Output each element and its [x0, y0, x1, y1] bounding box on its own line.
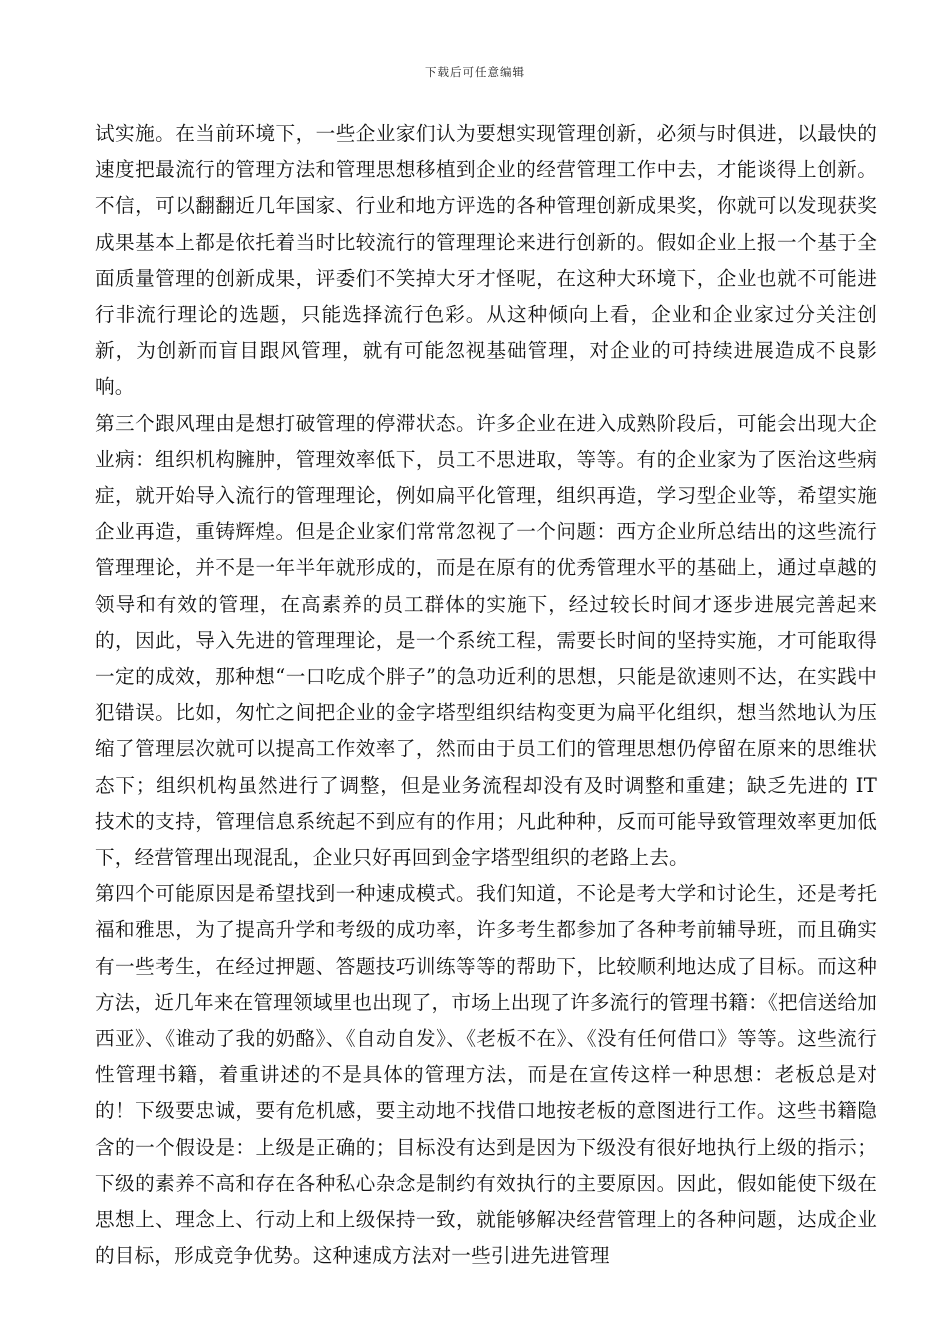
page-header: 下载后可任意编辑: [425, 65, 525, 79]
document-body: [95, 116, 877, 1275]
body-paragraph: 试实施。在当前环境下，一些企业家们认为要想实现管理创新，必须与时俱进，以最快的速度把最流行的管理方法和管理思想移植到企业的经营管理工作中去，才能谈得上创新。不信，可以翻翻近几年国家、行业和地方评选的各种管理创新成果奖，你就可以发现获奖成果基本上都是依托着当时比较流行的管理理论来进行创新的。假如企业上报一个基于全面质量管理的创新成果，评委们不笑掉大牙才怪呢，在这种大环境下，企业也就不可能进行非流行理论的选题，只能选择流行色彩。从这种倾向上看，企业和企业家过分关注创新，为创新而盲目跟风管理，就有可能忽视基础管理，对企业的可持续进展造成不良影响。: [95, 122, 877, 399]
body-paragraph: 第四个可能原因是希望找到一种速成模式。我们知道，不论是考大学和讨论生，还是考托福和雅思，为了提高升学和考级的成功率，许多考生都参加了各种考前辅导班，而且确实有一些考生，在经过押题、答题技巧训练等等的帮助下，比较顺利地达成了目标。而这种方法，近几年来在管理领域里也出现了，市场上出现了许多流行的管理书籍：《把信送给加西亚》、《谁动了我的奶酪》、《自动自发》、《老板不在》、《没有任何借口》等等。这些流行性管理书籍，着重讲述的不是具体的管理方法，而是在宣传这样一种思想：老板总是对的！下级要忠诚，要有危机感，要主动地不找借口地按老板的意图进行工作。这些书籍隐含的一个假设是：上级是正确的；目标没有达到是因为下级没有很好地执行上级的指示；下级的素养不高和存在各种私心杂念是制约有效执行的主要原因。因此，假如能使下级在思想上、理念上、行动上和上级保持一致，就能够解决经营管理上的各种问题，达成企业的目标，形成竞争优势。这种速成方法对一些引进先进管理: [95, 882, 877, 1268]
body-paragraph: 第三个跟风理由是想打破管理的停滞状态。许多企业在进入成熟阶段后，可能会出现大企业病：组织机构臃肿，管理效率低下，员工不思进取，等等。有的企业家为了医治这些病症，就开始导入流行的管理理论，例如扁平化管理，组织再造，学习型企业等，希望实施企业再造，重铸辉煌。但是企业家们常常忽视了一个问题：西方企业所总结出的这些流行管理理论，并不是一年半年就形成的，而是在原有的优秀管理水平的基础上，通过卓越的领导和有效的管理，在高素养的员工群体的实施下，经过较长时间才逐步进展完善起来的，因此，导入先进的管理理论，是一个系统工程，需要长时间的坚持实施，才可能取得一定的成效，那种想“一口吃成个胖子”的急功近利的思想，只能是欲速则不达，在实践中犯错误。比如，匆忙之间把企业的金字塔型组织结构变更为扁平化组织，想当然地认为压缩了管理层次就可以提高工作效率了，然而由于员工们的管理思想仍停留在原来的思维状态下；组织机构虽然进行了调整，但是业务流程却没有及时调整和重建；缺乏先进的 IT 技术的支持，管理信息系统起不到应有的作用；凡此种种，反而可能导致管理效率更加低下，经营管理出现混乱，企业只好再回到金字塔型组织的老路上去。: [95, 411, 877, 870]
